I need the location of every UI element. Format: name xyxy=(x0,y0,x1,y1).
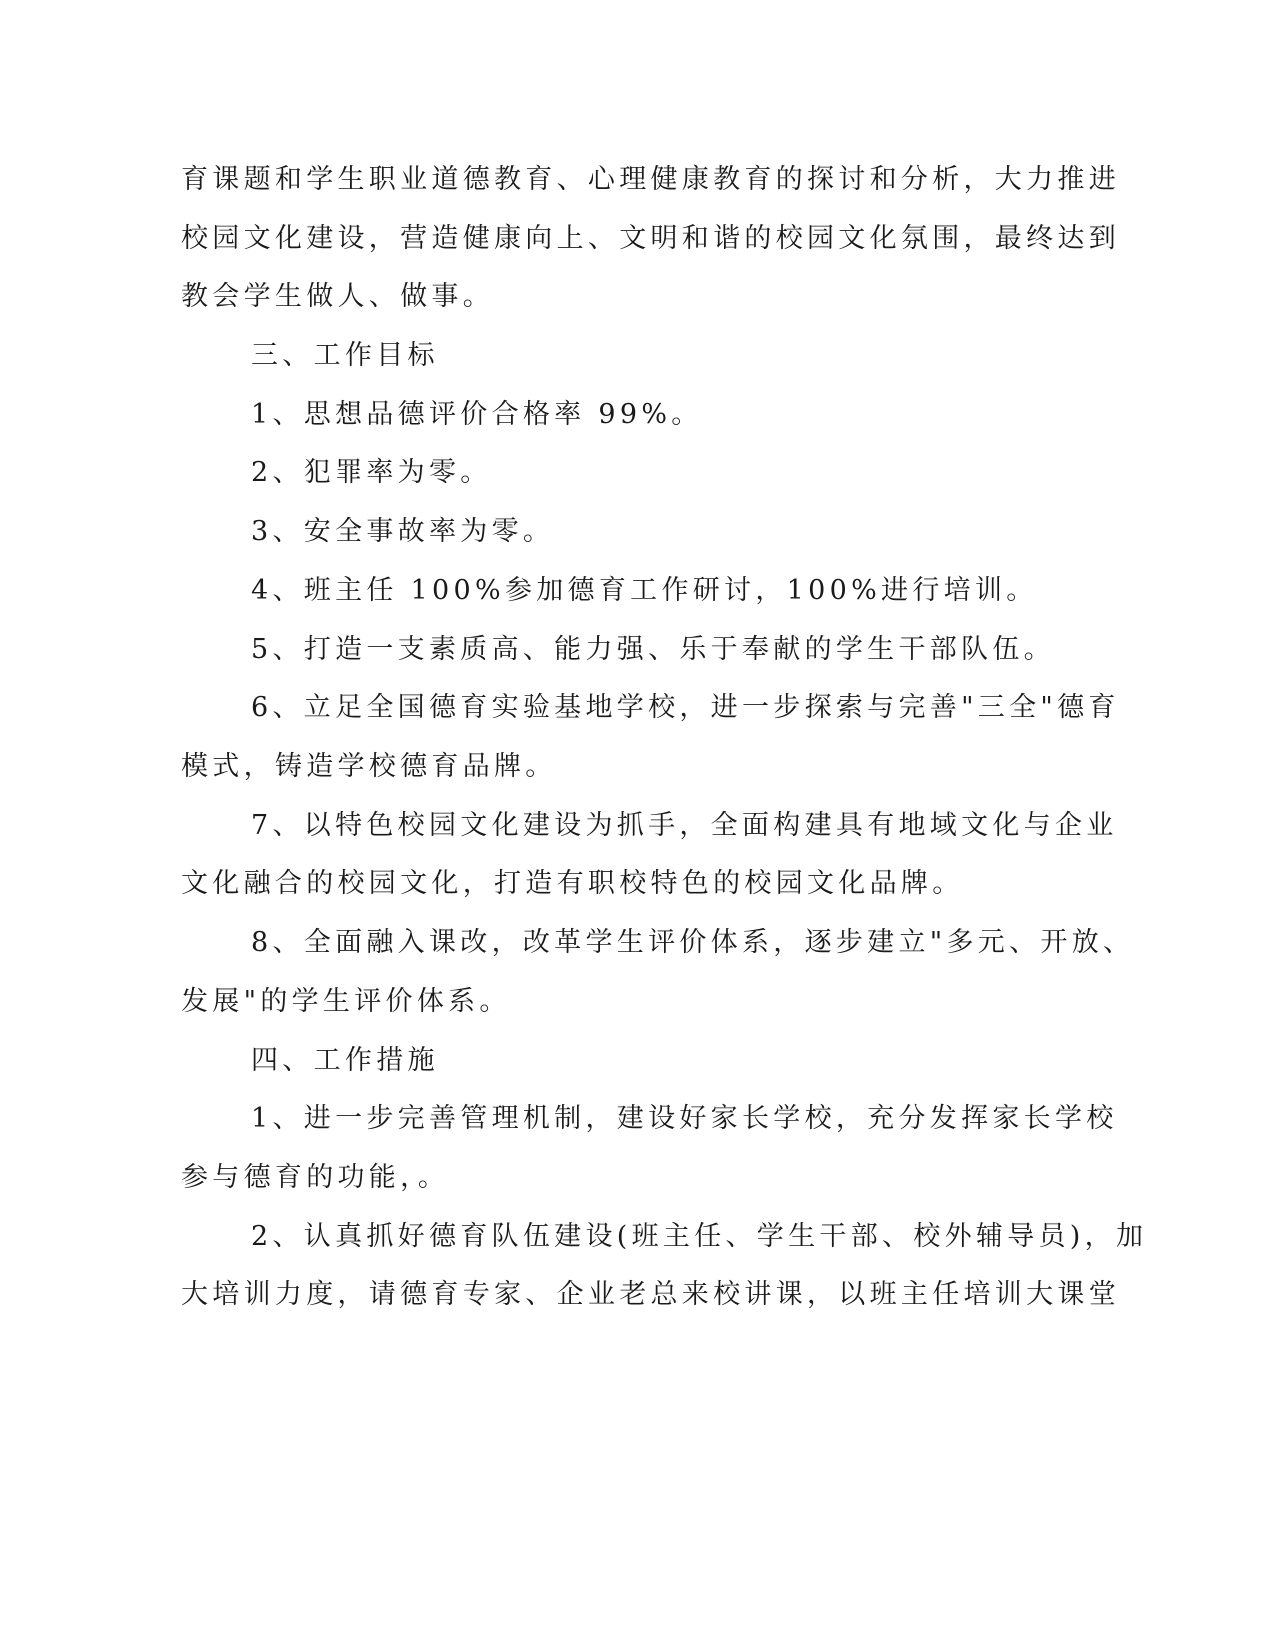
list-item xyxy=(0,806,1275,846)
text-line xyxy=(0,982,1275,1022)
list-item xyxy=(0,630,1275,670)
line-text: 4、班主任 100%参加德育工作研讨，100%进行培训。 xyxy=(251,575,1038,606)
line-text: 2、犯罪率为零。 xyxy=(251,457,492,488)
text-line xyxy=(0,219,1275,259)
line-text: 6、立足全国德育实验基地学校，进一步探索与完善"三全"德育 xyxy=(251,692,1120,723)
line-text: 参与德育的功能，。 xyxy=(181,1162,450,1193)
list-item xyxy=(0,1099,1275,1139)
line-text: 教会学生做人、做事。 xyxy=(181,281,494,312)
line-text: 文化融合的校园文化，打造有职校特色的校园文化品牌。 xyxy=(181,868,964,899)
list-item xyxy=(0,512,1275,552)
line-text: 5、打造一支素质高、能力强、乐于奉献的学生干部队伍。 xyxy=(251,634,1055,665)
list-item xyxy=(0,1217,1275,1257)
line-text: 校园文化建设，营造健康向上、文明和谐的校园文化氛围，最终达到 xyxy=(181,223,1120,254)
line-text: 8、全面融入课改，改革学生评价体系，逐步建立"多元、开放、 xyxy=(251,927,1135,958)
list-item xyxy=(0,571,1275,611)
line-text: 1、进一步完善管理机制，建设好家长学校，充分发挥家长学校 xyxy=(251,1103,1118,1134)
text-line xyxy=(0,1275,1275,1315)
list-item xyxy=(0,453,1275,493)
text-line xyxy=(0,277,1275,317)
line-text: 大培训力度，请德育专家、企业老总来校讲课，以班主任培训大课堂 xyxy=(181,1279,1120,1310)
line-text: 模式，铸造学校德育品牌。 xyxy=(181,751,557,782)
section-heading xyxy=(0,336,1275,376)
text-line xyxy=(0,160,1275,200)
heading-text: 三、工作目标 xyxy=(251,340,439,371)
list-item xyxy=(0,395,1275,435)
line-text: 育课题和学生职业道德教育、心理健康教育的探讨和分析，大力推进 xyxy=(181,164,1120,195)
text-line xyxy=(0,864,1275,904)
list-item xyxy=(0,688,1275,728)
section-heading xyxy=(0,1041,1275,1081)
list-item xyxy=(0,923,1275,963)
line-text: 2、认真抓好德育队伍建设(班主任、学生干部、校外辅导员)，加 xyxy=(251,1221,1148,1252)
line-text: 3、安全事故率为零。 xyxy=(251,516,555,547)
heading-text: 四、工作措施 xyxy=(251,1045,439,1076)
line-text: 发展"的学生评价体系。 xyxy=(181,986,511,1017)
text-line xyxy=(0,747,1275,787)
line-text: 1、思想品德评价合格率 99%。 xyxy=(251,399,703,430)
text-line xyxy=(0,1158,1275,1198)
line-text: 7、以特色校园文化建设为抓手，全面构建具有地域文化与企业 xyxy=(251,810,1118,841)
